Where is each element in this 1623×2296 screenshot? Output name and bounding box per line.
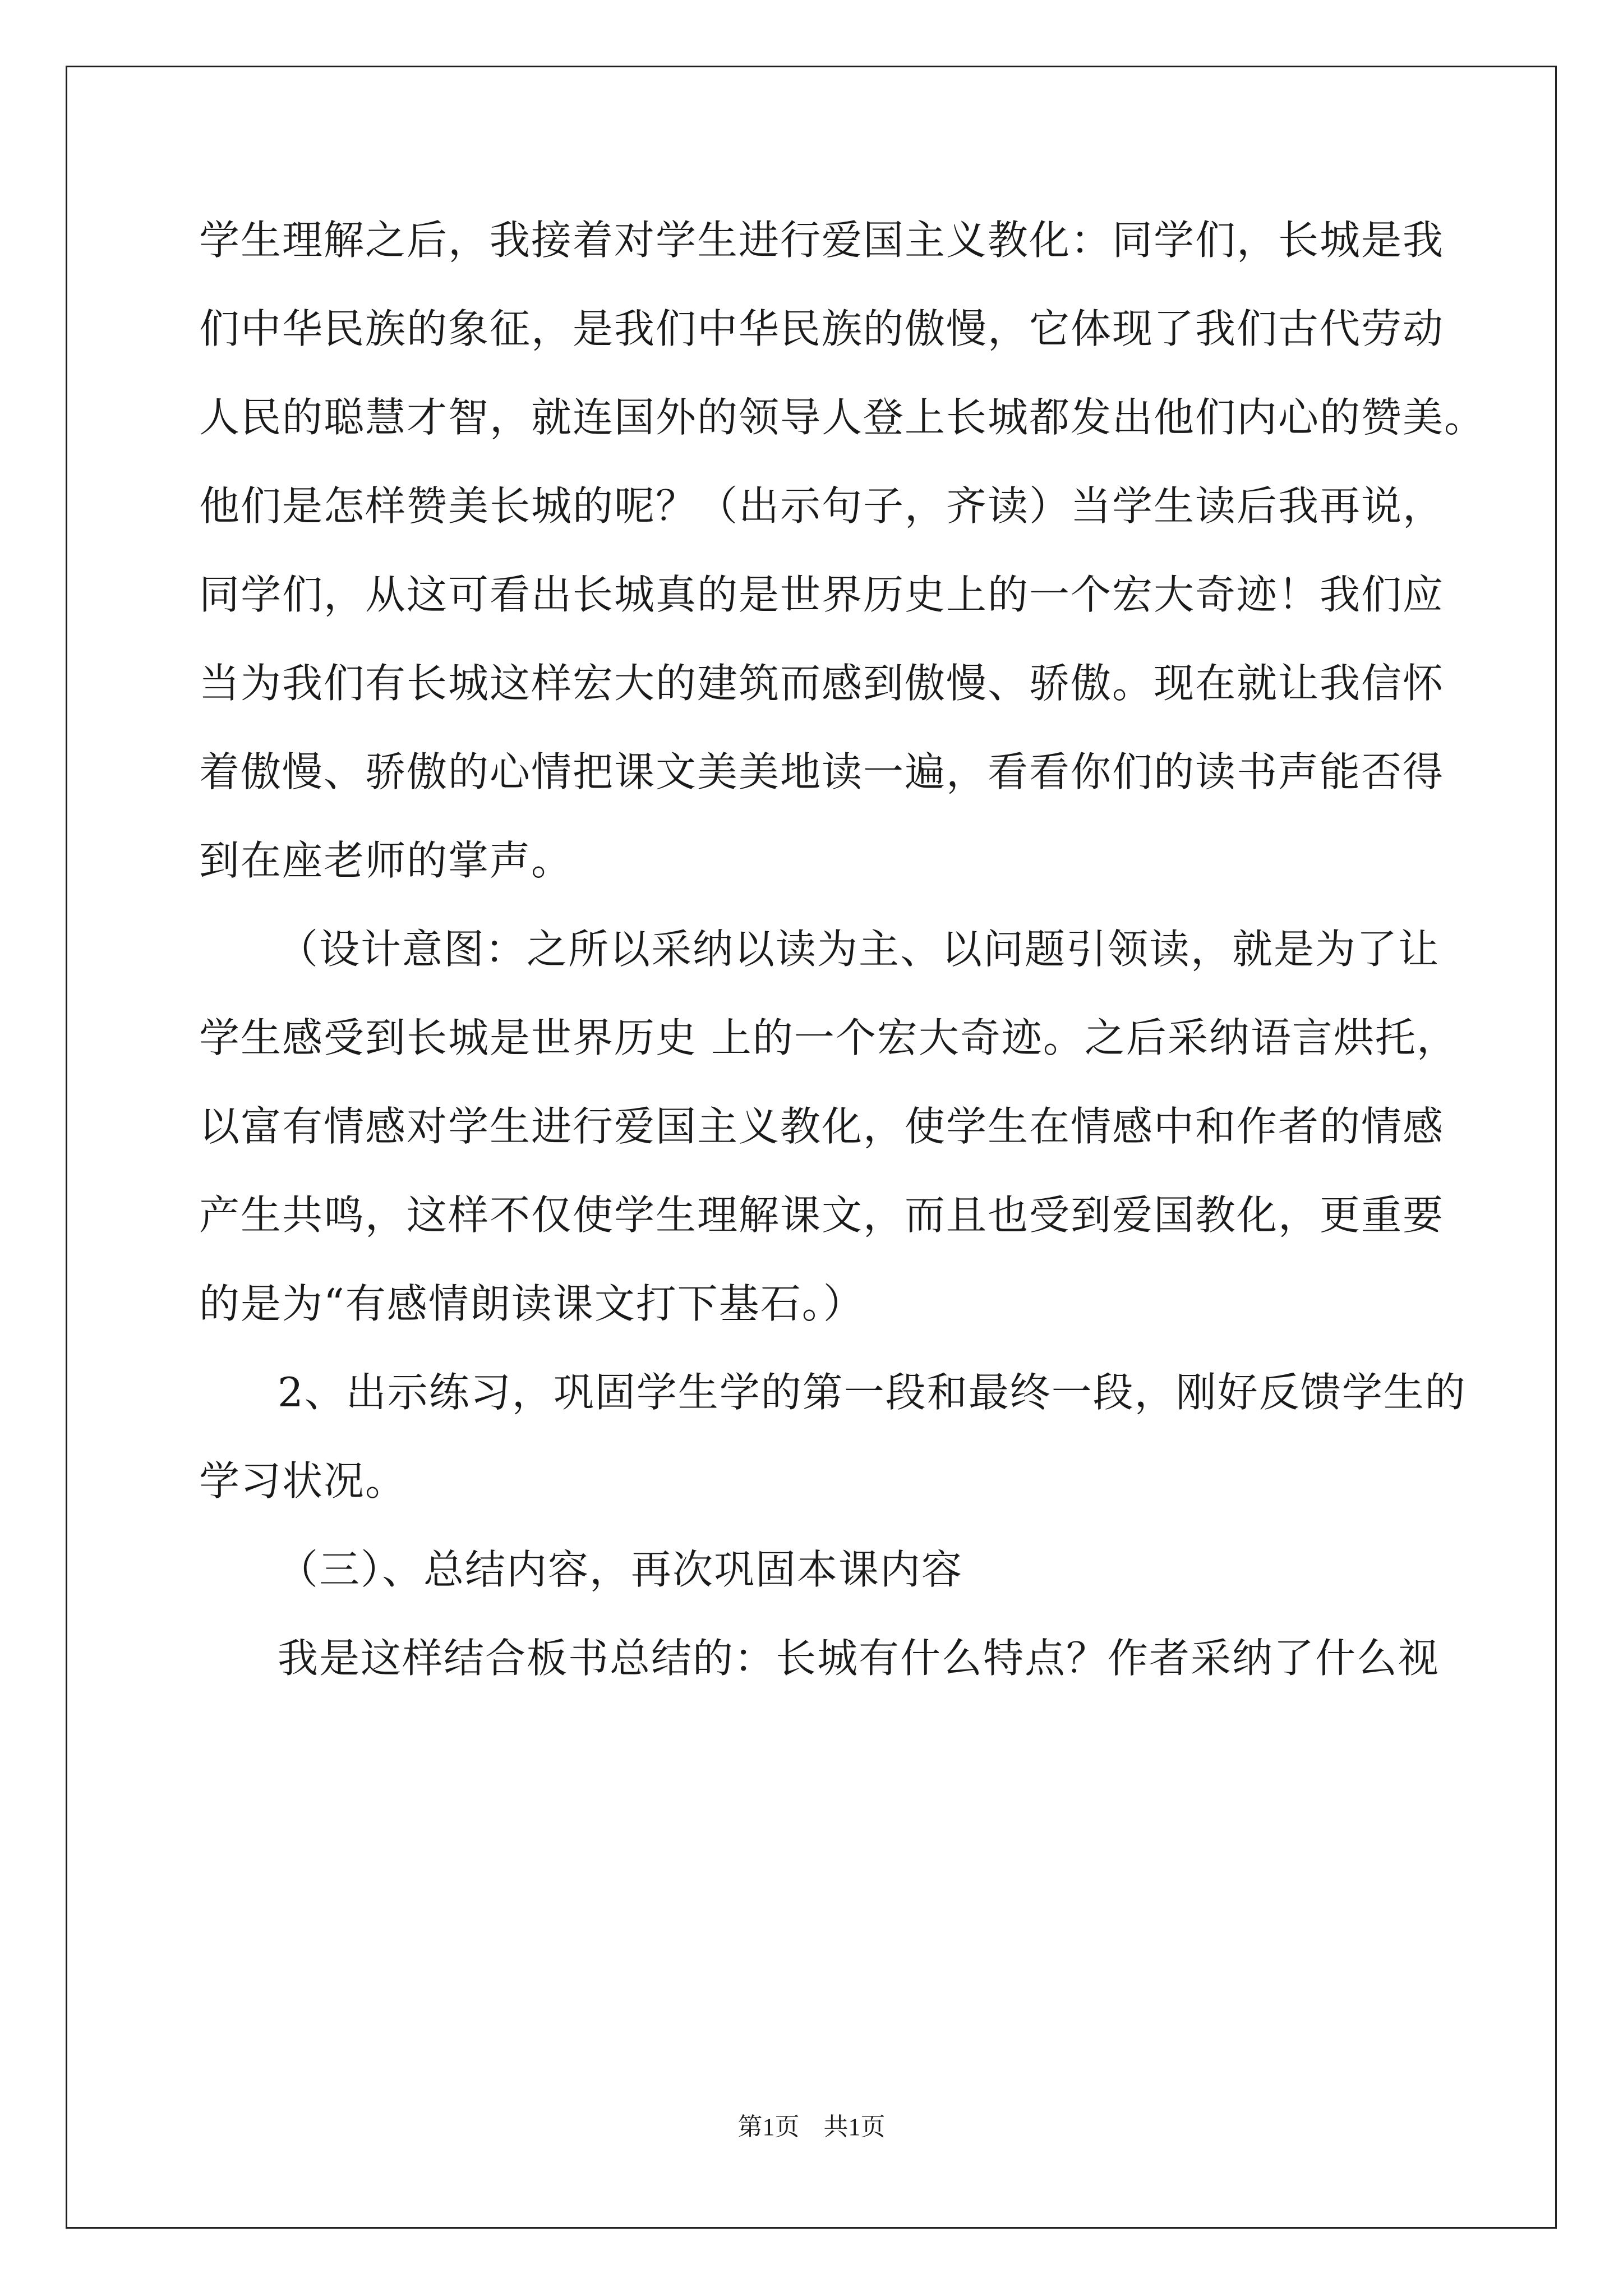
text-line: 着傲慢、骄傲的心情把课文美美地读一遍，看看你们的读书声能否得: [199, 748, 1445, 795]
page-number: 第1页: [737, 2113, 800, 2141]
text-line: 学习状况。: [199, 1457, 407, 1504]
text-line: 2、出示练习，巩固学生学的第一段和最终一段，刚好反馈学生的: [278, 1369, 1467, 1416]
text-line: 同学们，从这可看出长城真的是世界历史上的一个宏大奇迹！我们应: [199, 571, 1445, 618]
text-line: 以富有情感对学生进行爱国主义教化，使学生在情感中和作者的情感: [199, 1103, 1445, 1150]
section-heading: （三）、总结内容，再次巩固本课内容: [278, 1546, 963, 1593]
text-line: 当为我们有长城这样宏大的建筑而感到傲慢、骄傲。现在就让我信怀: [199, 660, 1445, 707]
text-line: 学生感受到长城是世界历史 上的一个宏大奇迹。之后采纳语言烘托，: [199, 1014, 1458, 1061]
text-line: 们中华民族的象征，是我们中华民族的傲慢，它体现了我们古代劳动: [199, 305, 1445, 352]
page-total: 共1页: [823, 2113, 886, 2141]
text-line: 产生共鸣，这样不仅使学生理解课文，而且也受到爱国教化，更重要: [199, 1191, 1445, 1239]
text-line: 到在座老师的掌声。: [199, 837, 573, 884]
text-line: 学生理解之后，我接着对学生进行爱国主义教化：同学们，长城是我: [199, 217, 1445, 264]
text-line: （设计意图：之所以采纳以读为主、以问题引领读，就是为了让: [278, 926, 1440, 973]
text-line: 我是这样结合板书总结的：长城有什么特点？作者采纳了什么视: [278, 1635, 1440, 1682]
text-line: 人民的聪慧才智，就连国外的领导人登上长城都发出他们内心的赞美。: [199, 394, 1486, 441]
text-line: 的是为“有感情朗读课文打下基石。）: [199, 1280, 865, 1327]
document-body: [199, 213, 1486, 1720]
text-line: 他们是怎样赞美长城的呢？（出示句子，齐读）当学生读后我再说，: [199, 482, 1445, 530]
page-footer: [0, 2106, 1623, 2142]
